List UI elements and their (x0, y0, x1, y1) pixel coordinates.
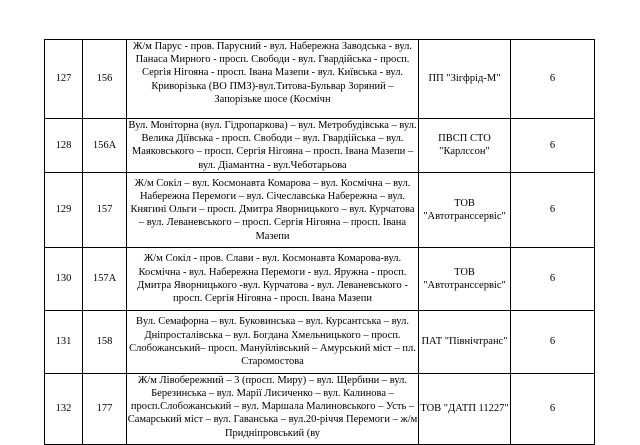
route-number: 157А (83, 247, 127, 310)
route-description: Ж/м Сокіл – вул. Космонавта Комарова – вул. Космічна – вул. Набережна Перемоги – вул. Січеславська Набережна – вул. Княгині Ольги – просп. Дмитра Яворницького – вул. Курчатова – вул. Леваневського – просп. Сергія Нігояна – просп. Івана Мазепи (127, 172, 419, 247)
table-row (45, 310, 595, 373)
table-row (45, 172, 595, 247)
route-description: Ж/м Парус - пров. Парусний - вул. Набережна Заводська - вул. Панаса Мирного - просп. Свободи - вул. Гвардійська - просп. Сергія Нігояна - просп. Івана Мазепи - вул. Київська - вул. Криворізька (ВО ПМЗ)-вул.Титова-Бульвар Зоряний – Запорізьке шосе (Космічн (127, 40, 419, 119)
carrier-name: ПВСП СТО "Карлссон" (419, 119, 511, 173)
vehicle-count: 6 (511, 40, 595, 119)
table-row (45, 373, 595, 444)
row-number: 128 (45, 119, 83, 173)
table-row (45, 40, 595, 119)
route-description: Ж/м Сокіл - пров. Слави - вул. Космонавта Комарова-вул. Космічна - вул. Набережна Перемоги - вул. Яружна - просп. Дмитра Яворницького -вул. Курчатова - вул. Леваневського - просп. Сергія Нігояна - просп. Івана Мазепи (127, 247, 419, 310)
row-number: 129 (45, 172, 83, 247)
vehicle-count: 6 (511, 373, 595, 444)
row-number: 130 (45, 247, 83, 310)
route-number: 158 (83, 310, 127, 373)
carrier-name: ТОВ "ДАТП 11227" (419, 373, 511, 444)
carrier-name: ТОВ "Автотранссервіс" (419, 247, 511, 310)
route-description: Вул. Моніторна (вул. Гідропаркова) – вул. Метробудівська – вул. Велика Діївська - просп. Свободи – вул. Гвардійська – вул. Маяковського – просп. Сергія Нігояна – просп. Івана Мазепи –вул. Діамантна - вул.Чеботарьова (128, 120, 417, 171)
route-number: 156 (83, 40, 127, 119)
route-number: 157 (83, 172, 127, 247)
route-number: 177 (83, 373, 127, 444)
carrier-name: ПП "Зігфрід-М" (419, 40, 511, 119)
row-number: 131 (45, 310, 83, 373)
vehicle-count: 6 (511, 247, 595, 310)
vehicle-count: 6 (511, 172, 595, 247)
route-number: 156А (83, 119, 127, 173)
carrier-name: ПАТ "Північтранс" (419, 310, 511, 373)
table-row (45, 119, 595, 173)
table-row (45, 247, 595, 310)
carrier-name: ТОВ "Автотранссервіс" (419, 172, 511, 247)
route-description: Ж/м Лівобережний – 3 (просп. Миру) – вул. Щербини – вул. Березинська – вул. Марії Лисиченко – вул. Калинова – просп.Слобожанський – вул. Маршала Малиновського – Усть – Самарський міст – вул. Гаванська – вул.20-річчя Перемоги – ж/м Придніпровський (ву (127, 373, 419, 444)
route-description: Вул. Семафорна – вул. Буковинська – вул. Курсантська – вул. Дніпросталівська – вул. Богдана Хмельницького – просп. Слобожанський– просп. Мануйлівський – Амурський міст – пл. Старомостова (127, 310, 419, 373)
vehicle-count: 6 (511, 119, 595, 173)
routes-table (44, 39, 595, 445)
row-number: 132 (45, 373, 83, 444)
row-number: 127 (45, 40, 83, 119)
vehicle-count: 6 (511, 310, 595, 373)
